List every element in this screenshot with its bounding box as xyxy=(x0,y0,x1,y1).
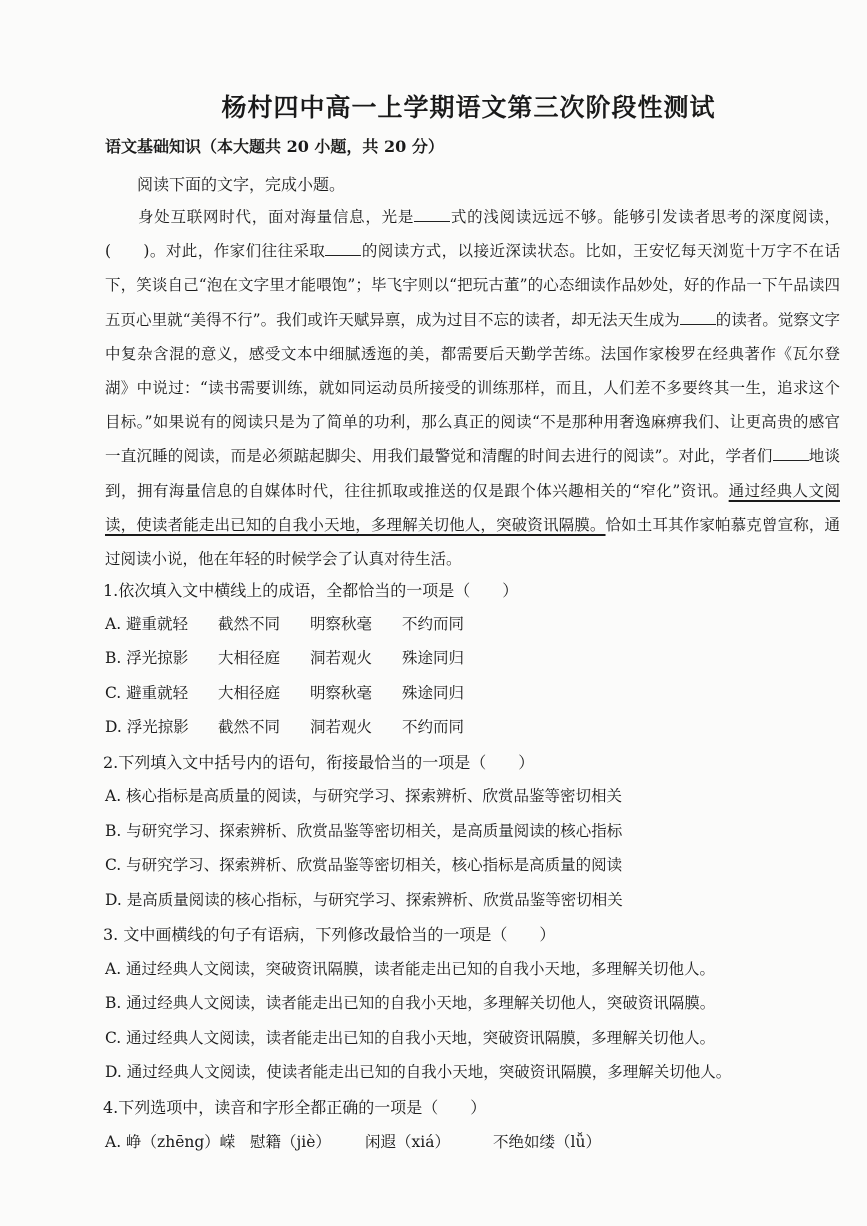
question-1-option-c xyxy=(105,681,492,703)
question-2-option-d: D. 是高质量阅读的核心指标，与研究学习、探索辨析、欣赏品鉴等密切相关 xyxy=(105,891,623,909)
option-cell: 慰籍（jiè） xyxy=(250,1133,331,1151)
option-cell: 截然不同 xyxy=(218,718,281,736)
reading-passage xyxy=(105,200,840,576)
option-cell: 不约而同 xyxy=(402,615,465,633)
option-cell: 不绝如缕（lǚ） xyxy=(493,1133,601,1151)
option-cell: 大相径庭 xyxy=(218,684,281,702)
question-3-option-a: A. 通过经典人文阅读，突破资讯隔膜，读者能走出已知的自我小天地，多理解关切他人。 xyxy=(105,960,716,978)
question-1-option-b xyxy=(105,646,492,668)
passage-text: 的读者。觉察文字中复杂含混的意义，感受文本中细腻透迤的美，都需要后天勤学苦练。法国作家梭罗在经典著作《瓦尔登湖》中说过：“读书需要训练，就如同运动员所接受的训练那样，而且，人们差不多要终其一生，追求这个目标。”如果说有的阅读只是为了简单的功利，那么真正的阅读“不是那种用奢逸麻痹我们、让更高贵的感官一直沉睡的阅读，而是必须踮起脚尖、用我们最警觉和清醒的时间去进行的阅读”。对此，学者们 xyxy=(105,310,840,466)
option-cell: 不约而同 xyxy=(402,718,465,736)
underlined-sentence: 通过经典人文阅读，使读者能走出已知的自我小天地，多理解关切他人，突破资讯隔膜。 xyxy=(105,481,840,534)
answer-blank xyxy=(414,205,450,222)
passage-text: 恰如土耳其作家帕慕克曾宣称，通过阅读小说，他在年轻的时候学会了认真对待生活。 xyxy=(105,515,840,569)
option-cell: 殊途同归 xyxy=(402,684,465,702)
question-3-option-c: C. 通过经典人文阅读，读者能走出已知的自我小天地，突破资讯隔膜，多理解关切他人。 xyxy=(105,1029,716,1047)
question-3-option-d: D. 通过经典人文阅读，使读者能走出已知的自我小天地，突破资讯隔膜，多理解关切他人。 xyxy=(105,1063,732,1081)
passage-text: 身处互联网时代，面对海量信息，光是 xyxy=(138,208,415,226)
option-cell: 大相径庭 xyxy=(218,649,281,667)
question-1-option-d xyxy=(105,715,492,737)
answer-blank xyxy=(325,239,361,256)
question-2-option-c: C. 与研究学习、探索辨析、欣赏品鉴等密切相关，核心指标是高质量的阅读 xyxy=(105,856,623,874)
question-2-option-b: B. 与研究学习、探索辨析、欣赏品鉴等密切相关，是高质量阅读的核心指标 xyxy=(105,822,623,840)
question-4-option-a xyxy=(105,1130,601,1152)
question-1-option-a xyxy=(105,612,492,634)
option-cell: 闲遐（xiá） xyxy=(365,1133,450,1151)
answer-blank xyxy=(773,444,809,461)
question-2-stem: 2.下列填入文中括号内的语句，衔接最恰当的一项是（ ） xyxy=(103,753,535,772)
passage-text: 的阅读方式，以接近深读状态。比如，王安忆每天浏览十万字不在话下，笑谈自己“泡在文字里才能喂饱”；毕飞宇则以“把玩古董”的心态细读作品妙处，好的作品一下午品读四五页心里就“美得不行”。我们或许天赋异禀，成为过目不忘的读者，却无法天生成为 xyxy=(105,242,840,329)
option-cell: A. 避重就轻 xyxy=(105,615,189,633)
passage-text: 式的浅阅读远远不够。能够引发读者思考的深度阅读，( )。对此，作家们往往采取 xyxy=(105,208,840,261)
option-cell: B. 浮光掠影 xyxy=(105,649,189,667)
option-cell: C. 避重就轻 xyxy=(105,684,189,702)
option-cell: 明察秋毫 xyxy=(310,684,373,702)
question-2-option-a: A. 核心指标是高质量的阅读，与研究学习、探索辨析、欣赏品鉴等密切相关 xyxy=(105,787,623,805)
option-cell: A. 峥（zhēng）嵘 xyxy=(105,1133,236,1151)
passage-text: 地谈到，拥有海量信息的自媒体时代，往往抓取或推送的仅是跟个体兴趣相关的“窄化”资讯。 xyxy=(105,447,840,500)
section-heading: 语文基础知识（本大题共 20 小题，共 20 分） xyxy=(105,137,444,156)
instruction: 阅读下面的文字，完成小题。 xyxy=(137,175,346,194)
question-3-option-b: B. 通过经典人文阅读，读者能走出已知的自我小天地，多理解关切他人，突破资讯隔膜。 xyxy=(105,994,716,1012)
option-cell: 洞若观火 xyxy=(310,649,373,667)
option-cell: 明察秋毫 xyxy=(310,615,373,633)
question-4-stem: 4.下列选项中，读音和字形全都正确的一项是（ ） xyxy=(103,1098,487,1117)
option-cell: 殊途同归 xyxy=(402,649,465,667)
answer-blank xyxy=(680,308,716,325)
page-title: 杨村四中高一上学期语文第三次阶段性测试 xyxy=(221,93,716,122)
option-cell: D. 浮光掠影 xyxy=(105,718,189,736)
question-1-stem: 1.依次填入文中横线上的成语，全都恰当的一项是（ ） xyxy=(103,581,519,600)
option-cell: 截然不同 xyxy=(218,615,281,633)
question-3-stem: 3. 文中画横线的句子有语病，下列修改最恰当的一项是（ ） xyxy=(103,925,556,944)
option-cell: 洞若观火 xyxy=(310,718,373,736)
